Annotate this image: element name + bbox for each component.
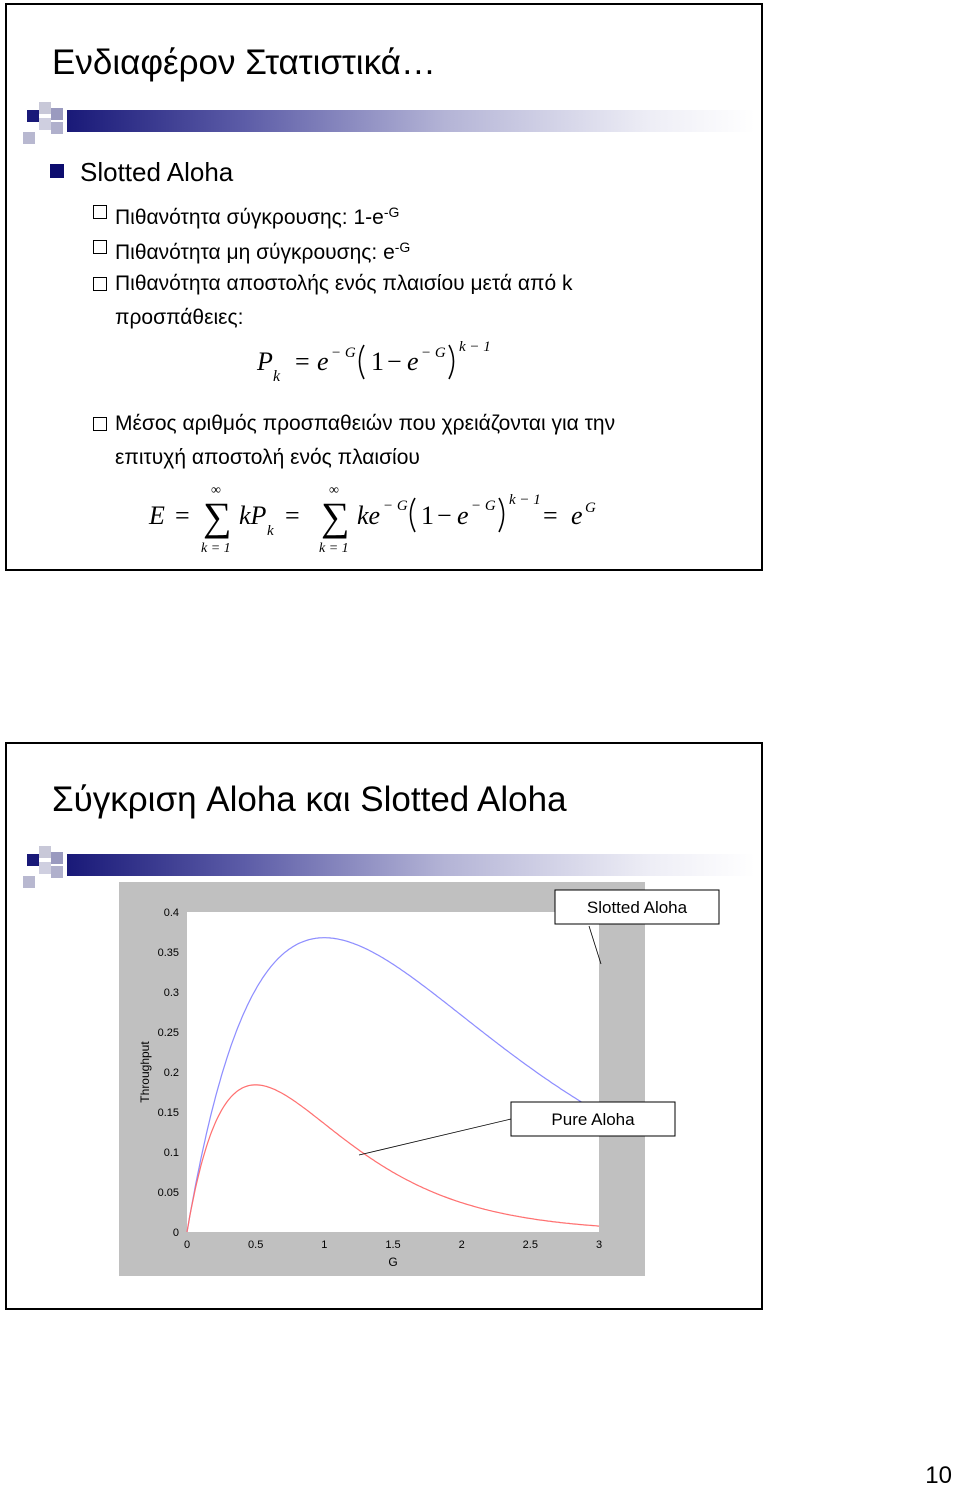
y-tick-label: 0.15 xyxy=(157,1107,179,1119)
item-mean-attempts xyxy=(115,407,615,475)
item-sup: -G xyxy=(383,204,400,220)
formula-symbol: 1 xyxy=(421,501,434,530)
formula-symbol: G xyxy=(585,500,596,516)
formula-symbol: − xyxy=(387,347,402,376)
slide-comparison xyxy=(5,742,763,1310)
checkbox-bullet-icon xyxy=(93,240,107,254)
formula-symbol: e xyxy=(317,347,329,376)
formula-symbol: k xyxy=(267,523,274,539)
item-no-collision-prob xyxy=(115,230,410,270)
formula-symbol: = xyxy=(285,501,300,530)
y-tick-label: 0.1 xyxy=(163,1147,179,1159)
legend-label-pure-aloha: Pure Aloha xyxy=(551,1110,635,1129)
formula-symbol: k − 1 xyxy=(459,339,491,355)
y-tick-label: 0 xyxy=(172,1227,179,1239)
title-rule xyxy=(15,854,755,876)
formula-symbol: P xyxy=(257,347,273,376)
formula-e xyxy=(149,480,609,560)
x-tick-label: 1.5 xyxy=(385,1239,401,1251)
formula-symbol: − xyxy=(437,501,452,530)
formula-pk xyxy=(257,337,517,387)
legend-label-slotted-aloha: Slotted Aloha xyxy=(586,898,688,917)
item-collision-prob xyxy=(115,195,399,235)
formula-symbol: k = 1 xyxy=(319,541,349,556)
x-axis-label: G xyxy=(388,1255,398,1269)
formula-symbol: e xyxy=(457,501,469,530)
item-sup: -G xyxy=(394,239,411,255)
formula-symbol: − G xyxy=(421,345,446,361)
y-tick-label: 0.3 xyxy=(163,987,179,999)
y-tick-label: 0.2 xyxy=(163,1067,179,1079)
item-text-line2: προσπάθειες: xyxy=(115,306,244,329)
bullet-slotted-aloha xyxy=(80,157,233,188)
checkbox-bullet-icon xyxy=(93,277,107,291)
x-tick-label: 3 xyxy=(595,1239,603,1251)
x-tick-label: 2.5 xyxy=(522,1239,538,1251)
formula-symbol: ∞ xyxy=(211,483,221,498)
checkbox-bullet-icon xyxy=(93,417,107,431)
formula-symbol: k − 1 xyxy=(509,492,541,508)
formula-symbol: = xyxy=(175,501,190,530)
y-axis-label: Throughput xyxy=(138,1041,152,1103)
formula-symbol: ∞ xyxy=(329,483,339,498)
item-text-line1: Πιθανότητα αποστολής ενός πλαισίου μετά από k xyxy=(115,272,573,295)
y-tick-label: 0.05 xyxy=(157,1187,179,1199)
throughput-chart xyxy=(119,882,688,1276)
y-tick-label: 0.35 xyxy=(157,947,179,959)
bullet-text: Slotted Aloha xyxy=(80,157,234,187)
formula-symbol: ∑ xyxy=(203,494,232,539)
formula-symbol: 1 xyxy=(371,347,384,376)
title-rule xyxy=(15,110,755,132)
item-text-line2: επιτυχή αποστολή ενός πλαισίου xyxy=(115,446,420,469)
formula-symbol: k xyxy=(273,368,281,385)
slide-title: Ενδιαφέρον Στατιστικά… xyxy=(52,43,436,82)
x-tick-label: 1 xyxy=(321,1239,328,1251)
formula-symbol: k = 1 xyxy=(201,541,231,556)
formula-symbol: − G xyxy=(471,498,496,514)
y-tick-label: 0.25 xyxy=(157,1027,179,1039)
item-text: Πιθανότητα σύγκρουσης: 1-e xyxy=(115,206,384,229)
item-text: Πιθανότητα μη σύγκρουσης: e xyxy=(115,241,395,264)
formula-symbol: e xyxy=(571,501,583,530)
x-tick-label: 0.5 xyxy=(248,1239,264,1251)
formula-symbol: ke xyxy=(357,501,381,530)
formula-symbol: − G xyxy=(383,498,408,514)
x-tick-label: 2 xyxy=(458,1239,465,1251)
item-text-line1: Μέσος αριθμός προσπαθειών που χρειάζονται για την xyxy=(115,412,616,435)
checkbox-bullet-icon xyxy=(93,205,107,219)
square-bullet-icon xyxy=(50,164,64,178)
chart-frame xyxy=(119,882,688,1276)
slide-statistics xyxy=(5,3,763,571)
y-tick-label: 0.4 xyxy=(163,907,179,919)
formula-symbol: ∑ xyxy=(321,494,350,539)
formula-symbol: = xyxy=(543,501,558,530)
formula-symbol: e xyxy=(407,347,419,376)
item-send-after-k xyxy=(115,267,573,335)
page-number: 10 xyxy=(925,1462,952,1489)
formula-symbol: kP xyxy=(239,501,267,530)
formula-symbol: − G xyxy=(331,345,356,361)
formula-symbol: = xyxy=(295,347,310,376)
slide-title: Σύγκριση Aloha και Slotted Aloha xyxy=(52,780,567,819)
x-tick-label: 0 xyxy=(183,1239,191,1251)
formula-symbol: E xyxy=(149,501,165,530)
